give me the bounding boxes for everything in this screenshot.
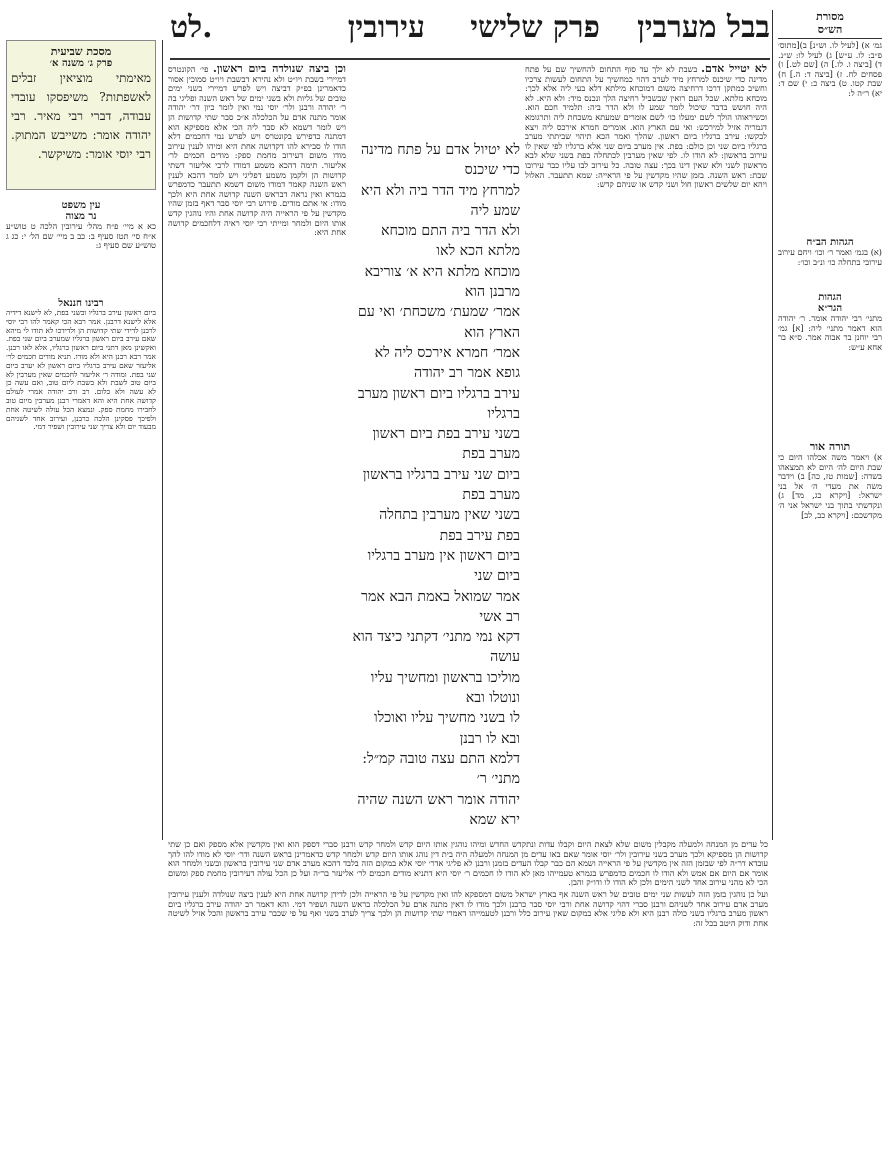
header-chapter: פרק שלישי: [470, 10, 600, 45]
header-rule: [170, 58, 770, 60]
torah-ohr-text: א) ויאמר משה אכלהו היום כי שבת היום לה׳ היום לא תמצאהו בשדה: [שמות טז, כה] ב) וידבר משה את מעדי ה׳ אל בני ישראל: [ויקרא כג, מד] ג) ונקדשתי בתוך בני ישראל אני ה׳ מקדשכם: [ויקרא כב, לב]: [778, 453, 882, 520]
gemara-line: בשני שאין מערבין בתחלה בפת עירב בפת: [379, 507, 520, 544]
gemara-line: אמר׳ חמרא אירכס ליה לא גופא אמר רב יהודה: [374, 344, 520, 382]
left-margin-rule: [162, 40, 163, 840]
gemara-main-text: [352, 140, 520, 830]
hagahot2-title: הגהות הגר״א: [817, 292, 843, 314]
bottom-commentary-text: כל עדים מן המנחה ולמעלה מקבלין משום שלא לצאת היום וקבלו עדות ונתקדש החדש ומיהו נוהגין אותו היום קדש ולמחר קדש ורבנן סברי דספק הוא ואין מקדשין אלא מספק ואם כן שתי קדושות הן מספיקא ולכך מערב בשני עירובין ולר׳ יוסי אומר שאם באו עדים מן המנחה ולמעלה היה בית דין נוהג אותו היום קדש ולמחר קדש כדאמרינן בראש השנה ודר׳ יוסי לא מודו להו להך עובדא דר״ה לפי שבזמן הזה אין מקדשין על פי הראייה ושמא הם כבר קבלו העדים בזמנן ורבנן לא פליגי אדר׳ יוסי אלא במקום הזה בלבד דהכא מערב אדם שני עירובין בראשון ובשני ולמחר הוא אומר אם היום אם אמש ולא הודו לו חכמים כדמפרש בגמרא טעמייהו מאן לא הודו לו חכמים ר׳ יוסי היא דתניא מודים חכמים לר׳ אליעזר בר״ה ועל כן הכל עולה דעירובין מחמת ספק ומשום הכי לא מהני עירוב אחד לשני הימים ולכן לא הודו לו ודו״ק והבן.: [168, 840, 768, 888]
hagahot-title: הגהות הב״ח: [806, 237, 854, 248]
gemara-line: ביום שני עירב ברגליו בראשון מערב בפת: [362, 466, 520, 504]
gemara-line: דלמא התם עצה טובה קמ״ל: מתני׳ ר׳: [362, 750, 520, 788]
gemara-line: דקא נמי מתני׳ דקתני כיצד הוא עושה: [352, 629, 520, 666]
tosafot-commentary: [168, 64, 346, 834]
masoret-text: גמ׳ א) [לעיל לו. וש״נ] ב)[מתוס׳ פ״ב: לו. ע״ש] ג) לעיל לו: ש״נ. ד) [ביצה ו. לו.] ה) [שם לט.] ו) פסחים לח. ז) [ביצה ד: ה.] ח) שבת קטו. ט) ביצה כ: י) שם ד: יא) ר״ה ל:: [778, 41, 882, 98]
header-left-ref: בבל מערבין: [637, 10, 770, 45]
right-margin-rule: [772, 10, 773, 840]
masoret-rule: [778, 38, 882, 39]
ein-mishpat-text: כא א מיי׳ פ״ח מהל׳ עירובין הלכה ט טוש״ע א״ח סי׳ תטז סעיף ב: כב ב מיי׳ שם הל׳ י: כג ג טוש״ע שם סעיף ג:: [6, 222, 156, 251]
mishnah-box-text: מאימתי מוציאין זבלים לאשפתות? משיפסקו עובדי עבודה, דברי רבי מאיר. רבי יהודה אומר: משייבש המתוק. רבי יוסי אומר: משיקשר.: [11, 71, 151, 161]
gemara-line: ביום ראשון אין מערב ברגליו ביום שני: [367, 547, 520, 585]
mishnah-box-title: מסכת שביעית: [50, 45, 112, 58]
bottom-commentary-text-2: ועל כן נוהגין בזמן הזה לעשות שני ימים טובים של ראש השנה אף בארץ ישראל משום דמספקא להו ואין מקדשין על פי הראייה ולכן לדידן קדושה אחת היא לענין ביצה שנולדה ולענין עירובין מערב אדם עירוב אחד לשניהם ורבנן סברי דהוי קדושה אחת ורבי יוסי סבר כרבנן ולכך מודו לו דאין מתנה אדם על הכלכלה בראש השנה ושפיר דמי. והא דאמר רב יהודה עירב ברגליו ביום ראשון מערב ברגליו בשני כולה רבנן היא ולא פליגי אלא במקום שאין עירוב כלל ורבנן לטעמייהו דאמרי שתי קדושות הן ולכך צריך לערב בשני ואף על פי שכבר עירב בראשון והכל אזיל לשיטה אחת ודוק היטב בכל זה:: [168, 888, 768, 928]
rabenu-chananel-text: ביום ראשון עירב ברגליו ובשני בפת, לא לישנא דידיה אלא לישנא דרבנן. אמר רבא הכי קאמר להו רבי יוסי לרבנן לדידי שתי קדושות הן ולדידכו לא תודו לי מיהא שאם עירב ביום ראשון ברגליו שמערב ביום שני בפת. ואקשינן מאן דתני ביום ראשון ברגליו, אלא לאו רבנן. אמר רבא רבנן היא ולא מודו. תניא מודים חכמים לר׳ אליעזר שאם עירב ברגליו ביום ראשון לא יערב ביום שני בפת. ומודה ר׳ אליעזר לחכמים שאין מערבין לא ביום טוב לשבת ולא בשבת ליום טוב, ואם עשה כן לא עשה ולא כלום. רב ורב יהודה אמרי לעולם קדושה אחת היא והא דאמרי רבנן מערבין מיום טוב לחבירו מחמת ספק. ונמצא הכל עולה לשיטה אחת ולפיכך פסקינן הלכה כרבנן, ועירוב אחד לשניהם מבעוד יום ולא צריך שני עירובין ושפיר דמי.: [6, 309, 156, 432]
gemara-line: מוכחא מלתא היא א׳ צוריבא מרבנן הוא: [364, 263, 520, 301]
rabenu-chananel-title: רבינו חננאל: [58, 298, 104, 309]
gemara-line: ולא הדר ביה התם מוכחא מלתא הכא לאו: [380, 223, 520, 260]
rashi-text: בשבת לא ילך עד סוף התחום להחשיך שם על פתח מדינה כדי שיכנס למרחץ מיד לערב דהוי כמחשיך על התחום לעשות צרכיו וחשיב כמתקן דרכו דרחיצה משום דמוכחא מילתא דלא בעי ליה אלא לכך: מוכחא מלתא. שכל העם רואין שבשביל רחיצה הלך ונכנס מיד: ולא היא. לא היה חושש בדבר שיכול לומר שמע לו ולא הדר ביה: תלמיד חכם הוא. וכשיראוהו הולך לשם ימעלו כו׳ לשם אומרים שמעתא משכחת ליה ותרגומא דגמריה אזיל למירכש: ואי עם הארץ הוא. אומרים חמרא אירכס ליה ויצא לבקשו: עירב ברגליו ביום ראשון. שהלך ואמר הכא תיהוי שביתתי מערב ברגליו ביום שני וכן כולם: בפת. אין מערב ביום שני אלא ברגליו לפי שאין לו עירוב בראשון: לא הודו לו. לפי שאין מערבין לכתחלה בפת בשני שלא לבא מראשון לשני ולא שאין דינו בכך: עצה טובה. כל עירוב לבו עליו כבר עירובו שבת: ראש השנה. בזמן שהיו מקדשין על פי הראייה: שמא תתעבר. האלול ויהא יום שלשים ראשון חול ושני קדש או שניהם קדש:: [525, 64, 767, 190]
gemara-line: אמר׳ שמעת׳ משכחת׳ ואי עם הארץ הוא: [357, 304, 520, 341]
gemara-line: לא יטיול אדם על פתח מדינה כדי שיכנס: [360, 142, 520, 179]
rashi-opening-word: לא יטייל אדם.: [701, 64, 767, 75]
mishnah-box: [6, 40, 156, 190]
bottom-commentary: [168, 840, 768, 1150]
rashi-commentary: [525, 64, 767, 834]
hagahot-text: (א) בגמ׳ ואמר ר׳ וכו׳ ויחם עירוב עירובי בתחלה כו׳ ונ״ב וכו׳:: [778, 248, 882, 267]
ein-mishpat-title: עין משפט נר מצוה: [61, 200, 101, 222]
gemara-line: מוליכו בראשון ומחשיך עליו ונוטלו ובא: [370, 669, 520, 707]
hagahot2-text: מתני׳ רבי יהודה אומר. ר׳ יהודה הוא דאמר מתני׳ ליה: [א] גמ׳ רבי יוחנן בר אבוה אמר. ס״א בר אחא ע״ש:: [778, 314, 882, 352]
gemara-line: אמר שמואל באמת הבא אמר רב אשי: [361, 588, 520, 625]
page-header: [170, 6, 770, 54]
header-tractate: עירובין: [347, 10, 425, 45]
mishnah-box-sub: פרק ג׳ משנה א׳: [49, 58, 113, 69]
gemara-line: עירב ברגליו ביום ראשון מערב ברגליו: [357, 385, 520, 422]
left-margin-column: [6, 200, 156, 890]
torah-ohr-title: תורה אור: [809, 440, 851, 453]
gemara-line: בשני עירב בפת ביום ראשון מערב בפת: [372, 426, 520, 463]
tosafot-opening-word: וכן ביצה שנולדה ביום ראשון.: [212, 64, 346, 75]
gemara-line: למרחץ מיד הדר ביה ולא היא שמע ליה: [360, 182, 520, 219]
gemara-line: לו בשני מחשיך עליו ואוכלו ובא לו רבנן: [373, 710, 520, 747]
masoret-title: מסורת הש״ס: [816, 10, 844, 36]
gemara-line: יהודה אומר ראש השנה שהיה ירא שמא: [357, 791, 520, 828]
right-margin-column: [778, 10, 882, 630]
tosafot-text: פי׳ הקונטרס דמיירי בשבת ויו״ט ולא נהירא דבשבת ויו״ט סמוכין אסור כדאמרינן בפ״ק דביצה ויש לפרש דמיירי בשני ימים טובים של גליות ולא בשני ימים של ראש השנה ופליגי בה ר׳ יהודה ורבנן ולר׳ יוסי נמי ואין לומר כיון דר׳ יהודה אומר מתנה אדם על הכלכלה א״כ סבר שתי קדושות הן ויש לומר דשמא לא סבר ליה הכי אלא מספיקא הוא דמתנה כדפירש בקונטרס ויש לפרש נמי דחכמים דלא הודו לו סבירא להו דקדושה אחת היא ומיהו לענין עירוב מודו משום דעירוב מחמת ספק: מודים חכמים לר׳ אליעזר. תימה דהכא משמע דמודו לרבי אליעזר דשתי קדושות הן ולקמן משמע דפליגי ויש לומר דהכא לענין ראש השנה קאמר דמודו משום דשמא תתעבר כדמפרש בגמרא ואין נראה דבראש השנה קדושה אחת היא ולכך מודו: אי אתם מודים. פירוש רבי יוסי סבר דאף בזמן שהיו מקדשין על פי הראייה היה קדושה אחת והיו נוהגין קדש אותו היום ולמחר ומייתי רבי יוסי ראיה דלחכמים קדושה אחת היא:: [168, 64, 346, 238]
header-folio: לט.: [170, 10, 213, 45]
